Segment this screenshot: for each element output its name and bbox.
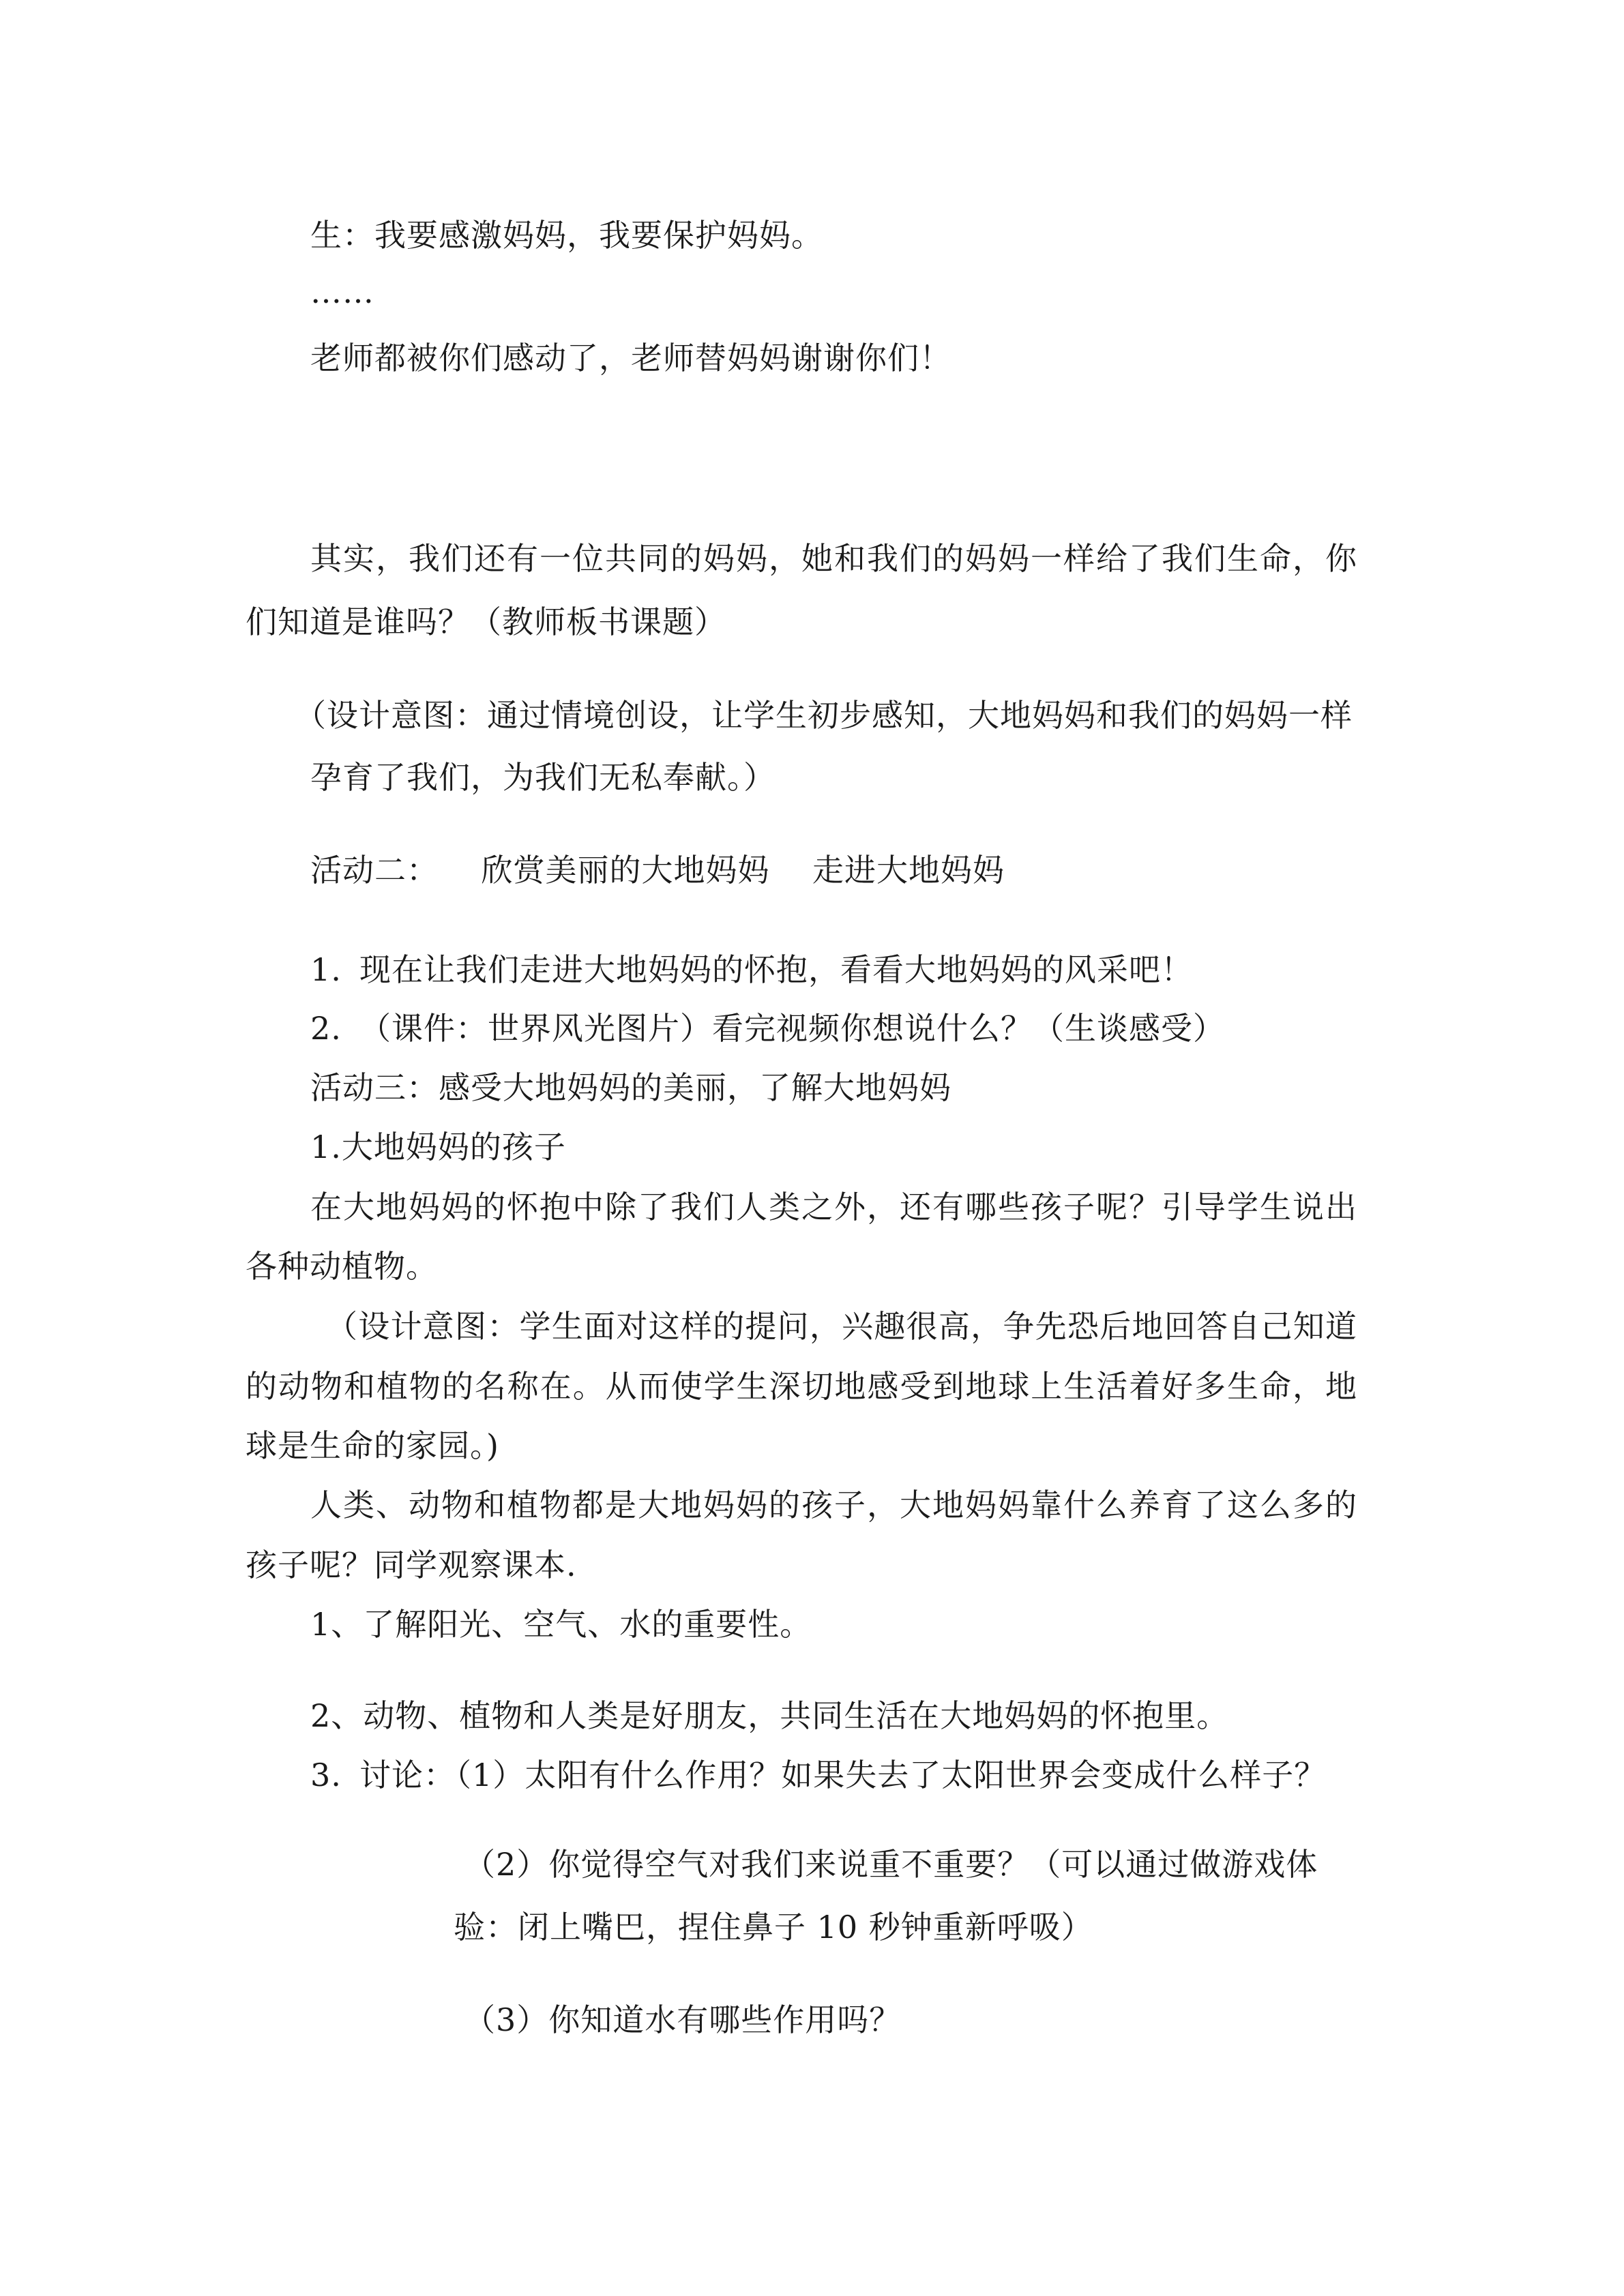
discussion-line: （2）你觉得空气对我们来说重不重要？（可以通过做游戏体 xyxy=(464,1846,1318,1883)
section-heading: 1.大地妈妈的孩子 xyxy=(310,1129,566,1165)
list-item: 2、动物、植物和人类是好朋友，共同生活在大地妈妈的怀抱里。 xyxy=(310,1697,1229,1734)
paragraph-line: 各种动植物。 xyxy=(246,1248,438,1285)
list-item xyxy=(310,1008,1225,1049)
list-number: 1. xyxy=(310,951,342,988)
ellipsis-line: …… xyxy=(310,273,374,310)
list-item xyxy=(310,949,1193,990)
list-text: 讨论：（1）太阳有什么作用？如果失去了太阳世界会变成什么样子？ xyxy=(359,1757,1327,1793)
activity-heading: 活动二： 欣赏美丽的大地妈妈 走进大地妈妈 xyxy=(310,852,1005,889)
paragraph-line: 在大地妈妈的怀抱中除了我们人类之外，还有哪些孩子呢？引导学生说出 xyxy=(310,1189,1357,1225)
list-number: 2. xyxy=(310,1010,342,1047)
design-intent-line: 的动物和植物的名称在。从而使学生深切地感受到地球上生活着好多生命，地 xyxy=(246,1368,1357,1405)
list-text: （课件：世界风光图片）看完视频你想说什么？（生谈感受） xyxy=(359,1010,1225,1047)
paragraph-line: 生：我要感激妈妈，我要保护妈妈。 xyxy=(310,217,823,254)
design-intent-line: 孕育了我们，为我们无私奉献。） xyxy=(310,759,776,796)
design-intent-line: 球是生命的家园。) xyxy=(246,1427,499,1464)
discussion-line: （3）你知道水有哪些作用吗？ xyxy=(464,2001,902,2038)
paragraph-line: 孩子呢？同学观察课本. xyxy=(246,1547,577,1583)
list-item: 1、了解阳光、空气、水的重要性。 xyxy=(310,1606,812,1643)
paragraph-line: 们知道是谁吗？（教师板书课题） xyxy=(246,603,726,640)
activity-heading: 活动三：感受大地妈妈的美丽，了解大地妈妈 xyxy=(310,1069,951,1106)
paragraph-line: 其实，我们还有一位共同的妈妈，她和我们的妈妈一样给了我们生命，你 xyxy=(310,540,1357,577)
paragraph-line: 老师都被你们感动了，老师替妈妈谢谢你们！ xyxy=(310,340,951,376)
design-intent-line: （设计意图：学生面对这样的提问，兴趣很高，争先恐后地回答自己知道 xyxy=(326,1308,1357,1345)
list-number: 3. xyxy=(310,1757,342,1793)
list-item xyxy=(310,1755,1326,1795)
paragraph-line: 人类、动物和植物都是大地妈妈的孩子，大地妈妈靠什么养育了这么多的 xyxy=(310,1487,1357,1523)
discussion-line: 验：闭上嘴巴，捏住鼻子 10 秒钟重新呼吸） xyxy=(454,1909,1093,1945)
design-intent-line: （设计意图：通过情境创设，让学生初步感知，大地妈妈和我们的妈妈一样 xyxy=(295,697,1353,734)
list-text: 现在让我们走进大地妈妈的怀抱，看看大地妈妈的风采吧！ xyxy=(359,951,1193,988)
